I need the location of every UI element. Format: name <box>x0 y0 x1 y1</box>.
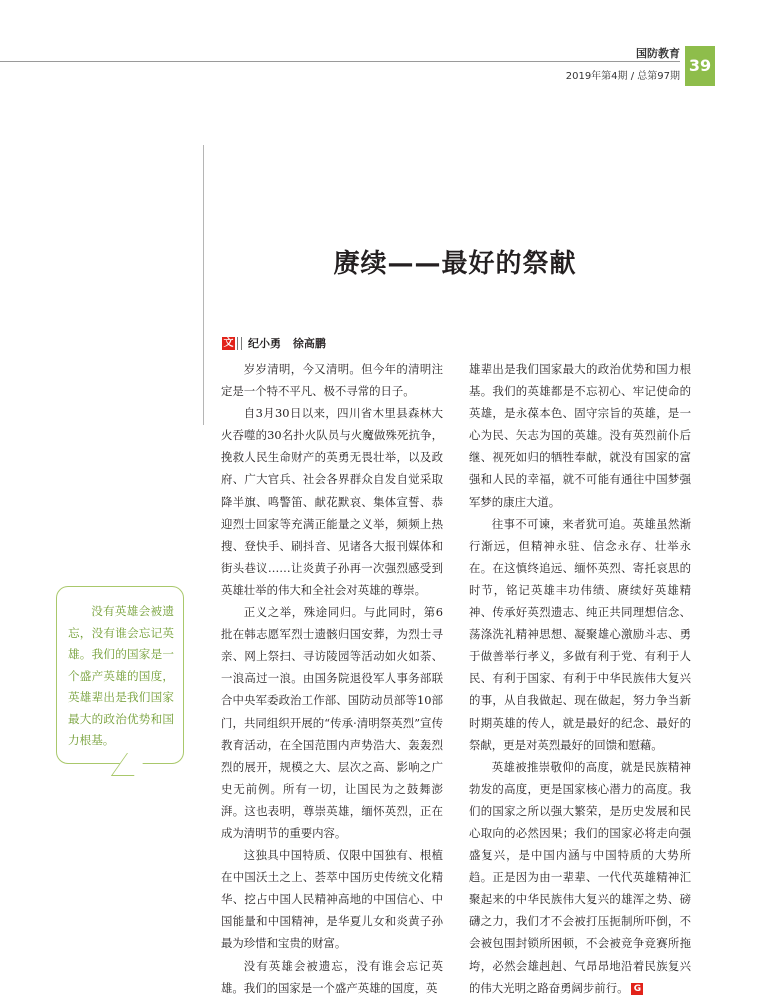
paragraph: 这独具中国特质、仅限中国独有、根植在中国沃土之上、荟萃中国历史传统文化精华、挖占中国人民精神高地的中国信心、中国能量和中国精神，是华夏儿女和炎黄子孙最为珍惜和宝贵的财富。 <box>221 848 443 951</box>
paragraph: 往事不可谏，来者犹可追。英雄虽然渐行渐远，但精神永驻、信念永存、壮举永在。在这慎终追远、缅怀英烈、寄托哀思的时节，铭记英雄丰功伟绩、赓续好英雄精神、传承好英烈遗志、纯正共同理想信念、荡涤洗礼精神思想、凝聚雄心激励斗志、勇于做善举行孝义，多做有利于党、有利于人民、有利于国家、有利于中华民族伟大复兴的事，从自我做起、现在做起，努力争当新时期英雄的传人，就是最好的纪念、最好的祭献，更是对英烈最好的回馈和慰藉。 <box>469 516 691 752</box>
paragraph: 岁岁清明，今又清明。但今年的清明注定是一个特不平凡、极不寻常的日子。 <box>221 362 443 399</box>
column-2 <box>469 358 691 999</box>
column-1 <box>221 358 443 999</box>
article-title: 赓续——最好的祭献 <box>333 249 577 280</box>
header-rule <box>0 61 680 62</box>
byline-mark-icon: 文 <box>223 337 234 349</box>
issue-info: 2019年第4期 / 总第97期 <box>565 71 680 82</box>
page-number: 39 <box>685 46 715 86</box>
paragraph: 正义之举，殊途同归。与此同时，第6批在韩志愿军烈士遗骸归国安葬，为烈士寻亲、网上祭扫、寻访陵园等活动如火如荼、一浪高过一浪。由国务院退役军人事务部联合中央军委政治工作部、国防动员部等10部门，共同组织开展的“传承·清明祭英烈”宣传教育活动，在全国范围内声势浩大、轰轰烈烈的展开，规模之大、层次之高、影响之广史无前例。所有一切，让国民为之鼓舞澎湃。这也表明，尊崇英雄，缅怀英烈，正在成为清明节的重要内容。 <box>221 605 443 840</box>
paragraph: 自3月30日以来，四川省木里县森林大火吞噬的30名扑火队员与火魔做殊死抗争，挽救人民生命财产的英勇无畏壮举，以及政府、广大官兵、社会各界群众自发自觉采取降半旗、鸣警笛、献花默哀、集体宣誓、恭迎烈士回家等充满正能量之义举，频频上热搜、登快手、刷抖音、见诸各大报刊媒体和街头巷议……让炎黄子孙再一次强烈感受到英雄壮举的伟大和全社会对英雄的尊崇。 <box>221 406 443 597</box>
end-mark-icon: G <box>631 983 643 995</box>
pull-quote-text: 没有英雄会被遗忘，没有谁会忘记英雄。我们的国家是一个盛产英雄的国度，英雄辈出是我们国家最大的政治优势和国力根基。 <box>68 604 174 747</box>
byline <box>222 334 326 352</box>
journal-name: 国防教育 <box>636 47 680 60</box>
byline-bars-icon <box>237 337 242 350</box>
paragraph <box>469 756 691 999</box>
authors: 纪小勇 徐高鹏 <box>248 337 326 350</box>
paragraph: 雄辈出是我们国家最大的政治优势和国力根基。我们的英雄都是不忘初心、牢记使命的英雄，是永葆本色、固守宗旨的英雄，是一心为民、矢志为国的英雄。没有英烈前仆后继、视死如归的牺牲奉献，就没有国家的富强和人民的幸福，就不可能有通往中国梦强军梦的康庄大道。 <box>469 362 691 509</box>
paragraph-text: 英雄被推崇敬仰的高度，就是民族精神勃发的高度，更是国家核心潜力的高度。我们的国家之所以强大繁荣，是历史发展和民心取向的必然因果；我们的国家必将走向强盛复兴，是中国内涵与中国特质的大势所趋。正是因为由一辈辈、一代代英雄精神汇聚起来的中华民族伟大复兴的雄浑之势、磅礴之力，我们才不会被打压扼制所吓倒，不会被包围封锁所困顿，不会被竞争竞赛所拖垮，必然会雄赳赳、气昂昂地沿着民族复兴的伟大光明之路奋勇阔步前行。 <box>469 759 691 995</box>
paragraph: 没有英雄会被遗忘，没有谁会忘记英雄。我们的国家是一个盛产英雄的国度，英 <box>221 958 443 995</box>
title-rule <box>203 145 204 425</box>
pull-quote <box>56 586 184 764</box>
